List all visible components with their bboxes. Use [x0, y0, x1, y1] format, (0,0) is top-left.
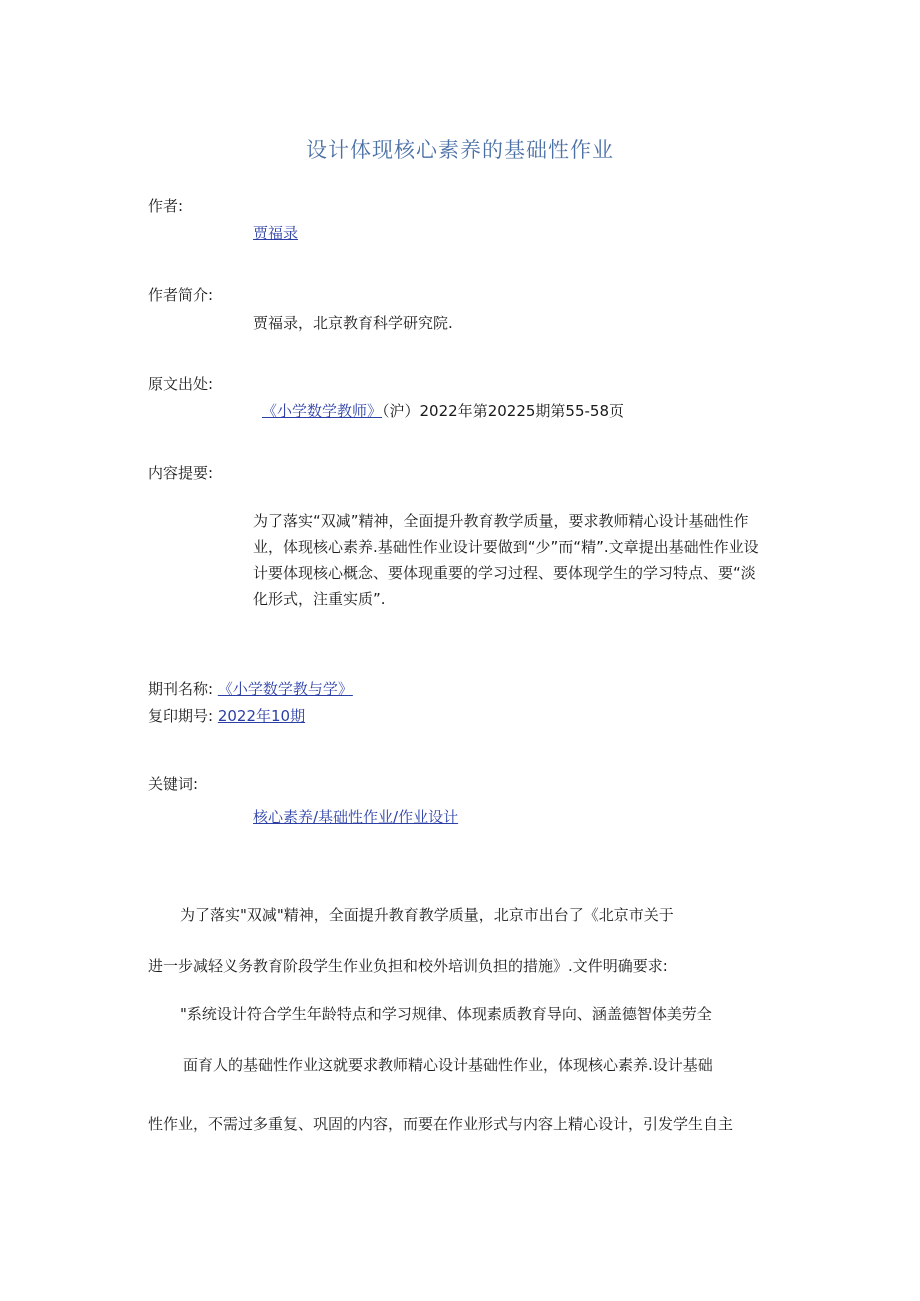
- reprint-issue-row: [148, 705, 305, 726]
- body-line-1: 为了落实"双减"精神，全面提升教育教学质量，北京市出台了《北京市关于: [180, 906, 674, 924]
- author-label: 作者:: [148, 197, 184, 215]
- source-details: （沪）2022年第20225期第55-58页: [382, 402, 624, 420]
- body-line-5: 性作业，不需过多重复、巩固的内容，而要在作业形式与内容上精心设计，引发学生自主: [148, 1115, 734, 1133]
- body-line-3: "系统设计符合学生年龄特点和学习规律、体现素质教育导向、涵盖德智体美劳全: [180, 1005, 712, 1023]
- bio-label: 作者简介:: [148, 286, 214, 304]
- source-journal-link[interactable]: 《小学数学教师》: [262, 402, 383, 420]
- summary-text: 为了落实“双减”精神，全面提升教育教学质量，要求教师精心设计基础性作业，体现核心素养.基础性作业设计要做到“少”而“精”.文章提出基础性作业设计要体现核心概念、要体现重要的学习过程、要体现学生的学习特点、要“淡化形式，注重实质”.: [253, 512, 759, 608]
- summary-label: 内容提要:: [148, 464, 214, 482]
- article-title: 设计体现核心素养的基础性作业: [306, 138, 614, 162]
- body-line-4: 面育人的基础性作业这就要求教师精心设计基础性作业，体现核心素养.设计基础: [183, 1056, 713, 1074]
- bio-text: 贾福录，北京教育科学研究院.: [253, 314, 453, 332]
- source-label: 原文出处:: [148, 375, 214, 393]
- source-line: [262, 400, 624, 421]
- journal-name-link[interactable]: 《小学数学教与学》: [217, 680, 353, 698]
- keywords-label: 关键词:: [148, 775, 199, 793]
- reprint-issue-link[interactable]: 2022年10期: [217, 707, 306, 725]
- keywords-link[interactable]: 核心素养/基础性作业/作业设计: [253, 808, 459, 826]
- journal-name-label-text: 期刊名称:: [148, 680, 214, 698]
- reprint-label: 复印期号:: [148, 707, 214, 725]
- author-link[interactable]: 贾福录: [253, 224, 299, 242]
- body-line-2: 进一步减轻义务教育阶段学生作业负担和校外培训负担的措施》.文件明确要求:: [148, 957, 668, 975]
- journal-name-label: [148, 678, 353, 699]
